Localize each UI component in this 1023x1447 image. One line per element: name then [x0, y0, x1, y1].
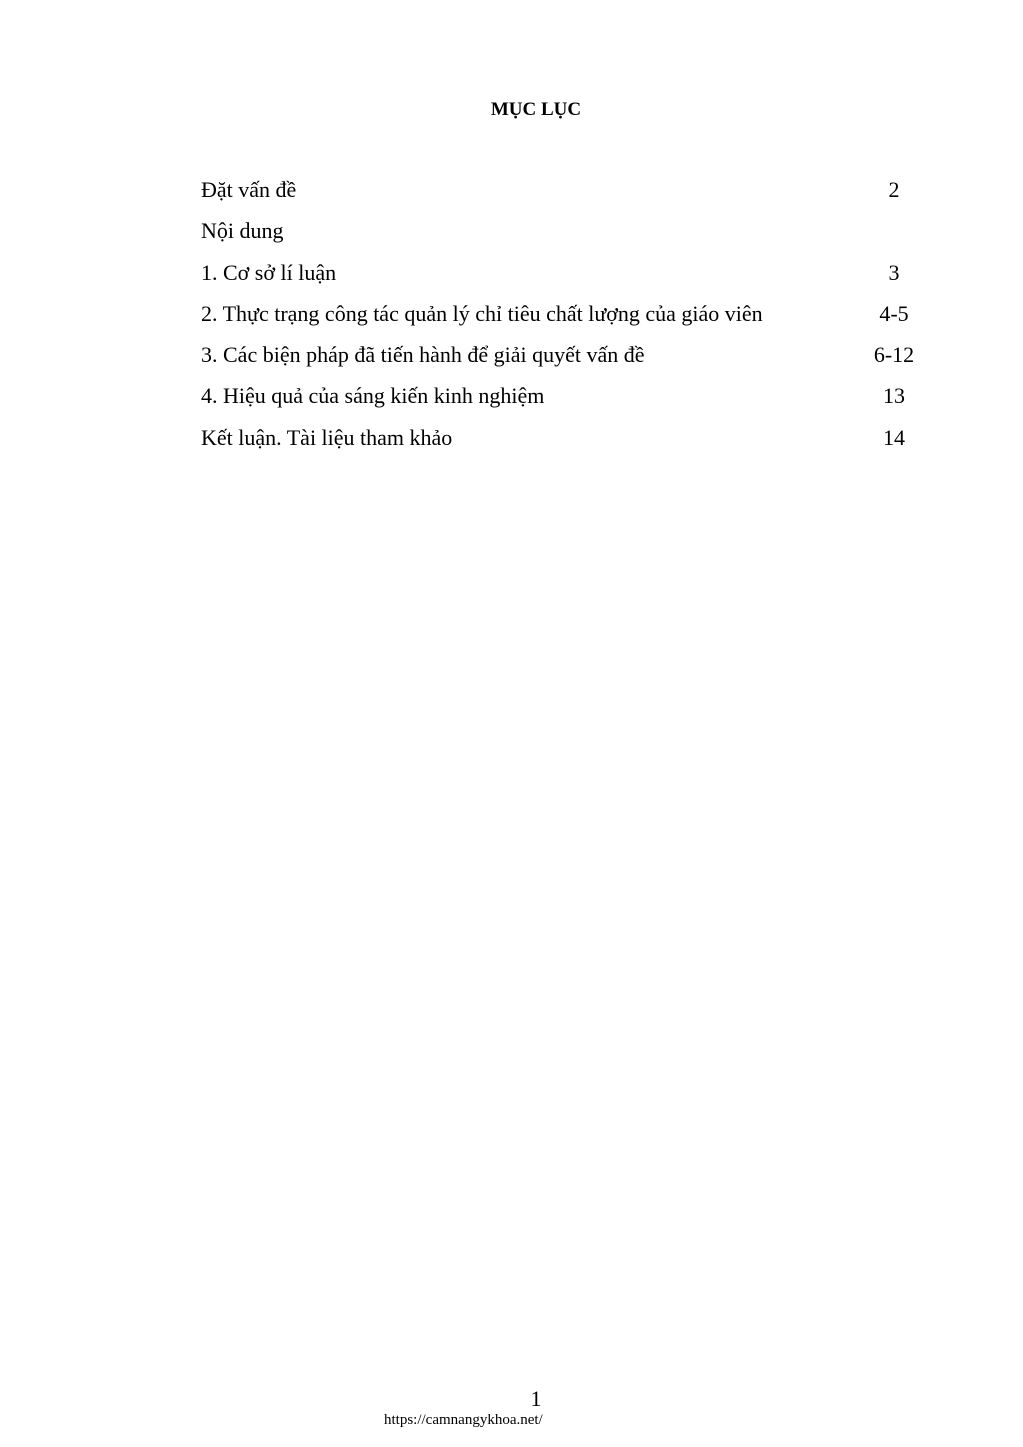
- toc-entry-label: 2. Thực trạng công tác quản lý chỉ tiêu chất lượng của giáo viên: [201, 300, 763, 326]
- toc-entry-page: 4-5: [879, 300, 909, 326]
- toc-entry-page: 13: [883, 383, 905, 409]
- toc-entry-ket-luan: [201, 420, 931, 461]
- footer-url: https://camnangykhoa.net/: [384, 1412, 543, 1428]
- toc-entry-label: 3. Các biện pháp đã tiến hành để giải quyết vấn đề: [201, 342, 645, 368]
- toc-entry-label: Kết luận. Tài liệu tham khảo: [201, 424, 453, 450]
- toc-entry-hieu-qua: [201, 378, 931, 419]
- toc-entry-label: Nội dung: [201, 218, 284, 244]
- toc-entry-page: 3: [888, 259, 900, 285]
- toc-title: MỤC LỤC: [490, 99, 582, 120]
- toc-entry-page: 2: [888, 177, 900, 202]
- toc-entry-label: 1. Cơ sở lí luận: [201, 259, 337, 285]
- toc-entry-dat-van-de: [201, 172, 931, 213]
- toc-entry-thuc-trang: [201, 296, 931, 337]
- toc-entry-label: 4. Hiệu quả của sáng kiến kinh nghiệm: [201, 383, 545, 409]
- toc-entry-label: Đặt vấn đề: [201, 177, 297, 202]
- toc-entry-noi-dung: [201, 213, 931, 254]
- page-number: 1: [530, 1386, 542, 1411]
- table-of-contents: [201, 172, 931, 461]
- toc-entry-cac-bien-phap: [201, 337, 931, 378]
- toc-entry-co-so-li-luan: [201, 255, 931, 296]
- toc-entry-page: 14: [883, 424, 905, 450]
- toc-entry-page: 6-12: [873, 342, 915, 368]
